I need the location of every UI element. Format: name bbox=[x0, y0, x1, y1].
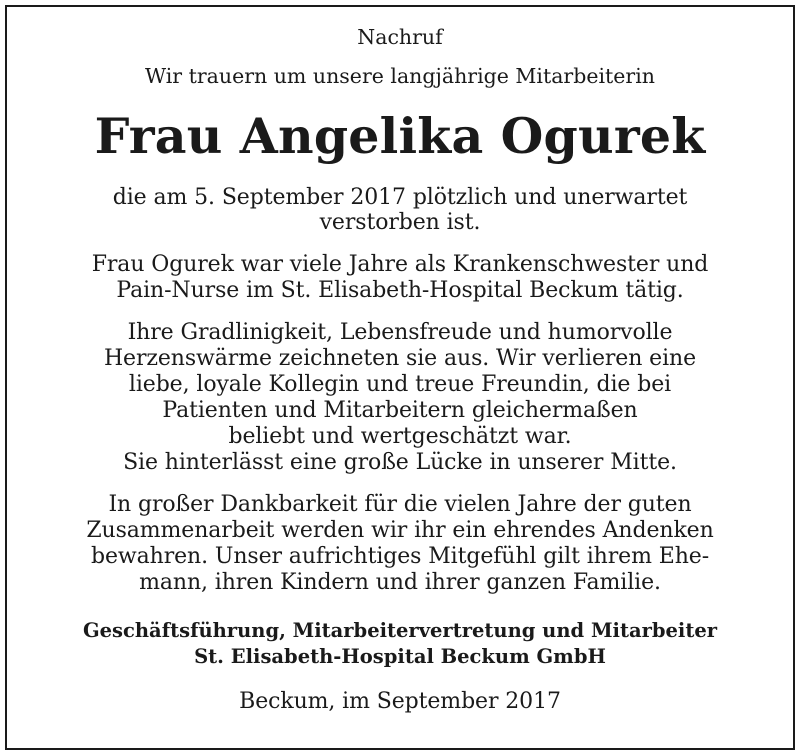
paragraph-line: beliebt und wertgeschätzt war. bbox=[228, 424, 572, 449]
paragraph-line: Patienten und Mitarbeitern gleichermaßen bbox=[162, 398, 638, 423]
notice-heading: Nachruf bbox=[357, 25, 443, 49]
paragraph-line: verstorben ist. bbox=[319, 210, 481, 235]
obituary-notice bbox=[5, 5, 795, 750]
paragraph-line: bewahren. Unser aufrichtiges Mitgefühl gilt ihrem Ehe- bbox=[90, 544, 710, 569]
paragraph-line: die am 5. September 2017 plötzlich und unerwartet bbox=[112, 185, 688, 210]
paragraph-line: Pain-Nurse im St. Elisabeth-Hospital Beckum tätig. bbox=[116, 278, 684, 303]
paragraph-line: Ihre Gradlinigkeit, Lebensfreude und humorvolle bbox=[127, 320, 673, 345]
signature-line: St. Elisabeth-Hospital Beckum GmbH bbox=[194, 645, 606, 668]
paragraph-line: Sie hinterlässt eine große Lücke in unserer Mitte. bbox=[123, 450, 677, 475]
paragraph-line: mann, ihren Kindern und ihrer ganzen Familie. bbox=[139, 570, 661, 595]
paragraph-line: Herzenswärme zeichneten sie aus. Wir verlieren eine bbox=[103, 346, 697, 371]
paragraph-line: Frau Ogurek war viele Jahre als Krankenschwester und bbox=[91, 252, 709, 277]
deceased-name: Frau Angelika Ogurek bbox=[94, 107, 706, 165]
intro-line: Wir trauern um unsere langjährige Mitarbeiterin bbox=[145, 64, 655, 88]
signature-line: Geschäftsführung, Mitarbeitervertretung und Mitarbeiter bbox=[82, 619, 718, 642]
paragraph-line: Zusammenarbeit werden wir ihr ein ehrendes Andenken bbox=[86, 518, 714, 543]
paragraph-line: In großer Dankbarkeit für die vielen Jahre der guten bbox=[108, 492, 692, 517]
paragraph-line: liebe, loyale Kollegin und treue Freundin, die bei bbox=[128, 372, 672, 397]
place-date: Beckum, im September 2017 bbox=[239, 689, 561, 714]
